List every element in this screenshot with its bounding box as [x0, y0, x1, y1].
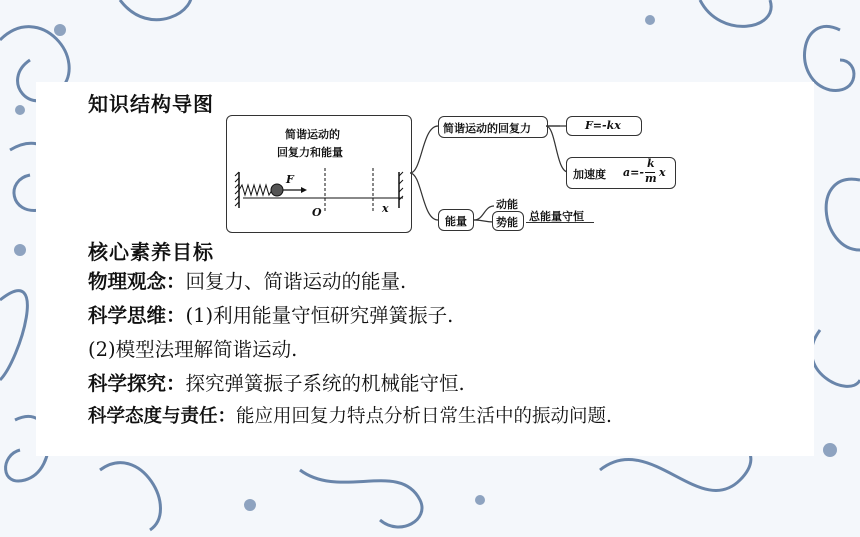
goals-heading: 核心素养目标 [88, 240, 214, 264]
restoring-force-box [438, 116, 548, 138]
origin-label: O [312, 206, 322, 219]
kinetic-energy-label: 动能 [496, 198, 518, 211]
energy-conservation-label: 总能量守恒 [529, 210, 584, 223]
goal-line-1 [88, 266, 406, 294]
potential-energy-label: 势能 [496, 216, 518, 229]
main-topic-line2: 回复力和能量 [277, 146, 343, 159]
goal-line-4-text: 探究弹簧振子系统的机械能守恒. [185, 372, 465, 395]
goal-line-4-key: 科学探究： [88, 372, 186, 395]
acceleration-denominator: m [645, 172, 657, 185]
goal-line-3-text: (2)模型法理解简谐运动. [88, 338, 298, 361]
force-formula: F=-kx [585, 119, 621, 132]
acceleration-label: 加速度 [573, 168, 606, 181]
acceleration-lhs: a=- [623, 166, 644, 179]
goal-line-3 [88, 334, 297, 362]
goal-line-2 [88, 300, 453, 328]
goal-line-5-text: 能应用回复力特点分析日常生活中的振动问题. [236, 406, 612, 427]
force-formula-box [566, 116, 642, 136]
main-topic-box [226, 115, 412, 233]
energy-label: 能量 [445, 215, 467, 228]
goal-line-1-key: 物理观念： [88, 270, 186, 293]
knowledge-map-title: 知识结构导图 [88, 92, 214, 116]
main-topic-line1: 简谐运动的 [285, 128, 340, 141]
goal-line-2-text: (1)利用能量守恒研究弹簧振子. [185, 304, 454, 327]
goal-line-4 [88, 368, 465, 396]
goal-line-5 [88, 402, 612, 428]
acceleration-box [566, 157, 676, 189]
goal-line-2-key: 科学思维： [88, 304, 186, 327]
restoring-force-label: 简谐运动的回复力 [443, 122, 531, 135]
energy-box [438, 209, 474, 231]
goal-line-1-text: 回复力、简谐运动的能量. [185, 270, 407, 293]
conservation-underline [526, 222, 594, 223]
potential-energy-box [492, 211, 524, 231]
axis-x-label: x [382, 202, 389, 215]
acceleration-x: x [659, 166, 666, 179]
acceleration-numerator: k [647, 157, 655, 170]
goal-line-5-key: 科学态度与责任： [88, 406, 237, 427]
force-label: F [286, 173, 294, 186]
